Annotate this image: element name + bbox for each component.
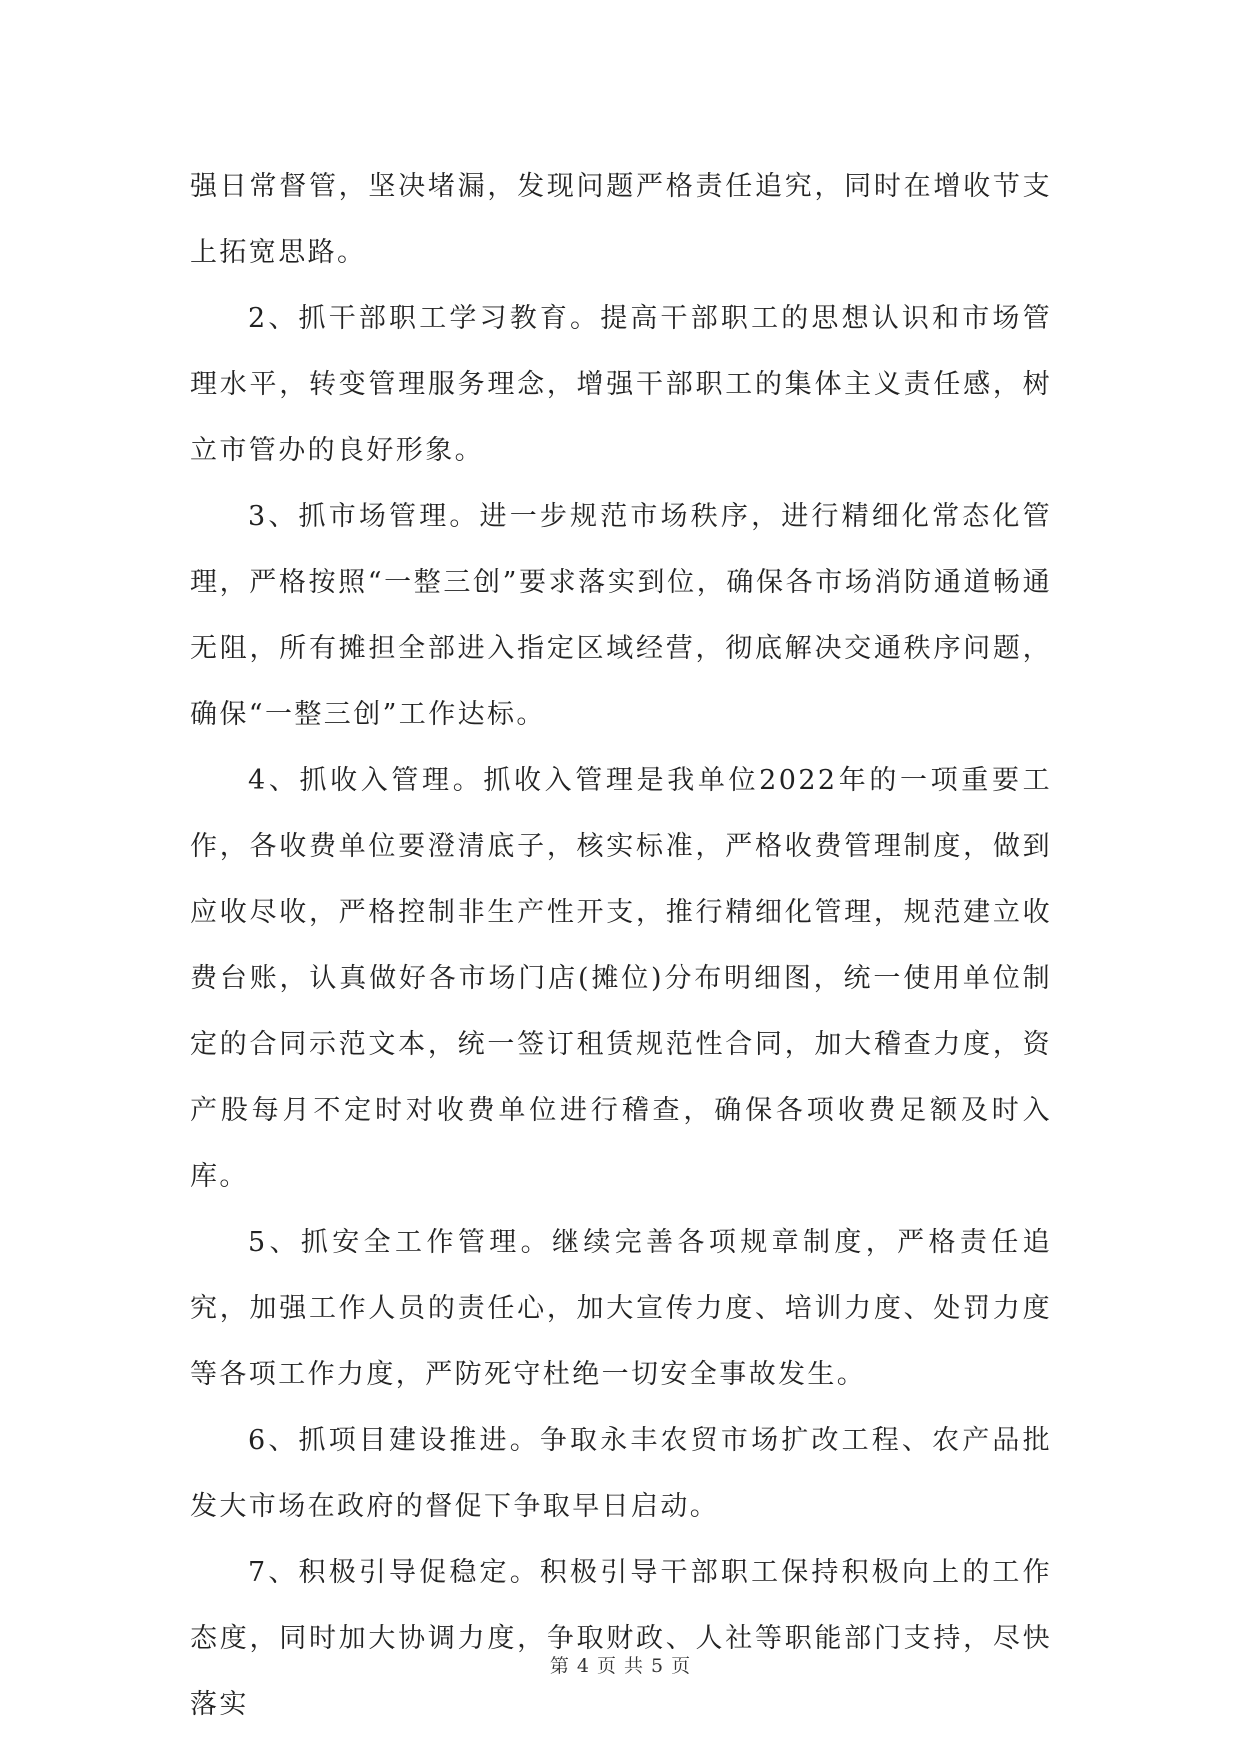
paragraph-7: 7、积极引导促稳定。积极引导干部职工保持积极向上的工作态度，同时加大协调力度，争取财政、人社等职能部门支持，尽快落实 (190, 1557, 1052, 1720)
page-number-label: 第 4 页 共 5 页 (549, 1655, 692, 1677)
paragraph-5: 5、抓安全工作管理。继续完善各项规章制度，严格责任追究，加强工作人员的责任心，加大宣传力度、培训力度、处罚力度等各项工作力度，严防死守杜绝一切安全事故发生。 (190, 1227, 1052, 1390)
paragraph-4: 4、抓收入管理。抓收入管理是我单位2022年的一项重要工作，各收费单位要澄清底子，核实标准，严格收费管理制度，做到应收尽收，严格控制非生产性开支，推行精细化管理，规范建立收费台账，认真做好各市场门店(摊位)分布明细图，统一使用单位制定的合同示范文本，统一签订租赁规范性合同，加大稽查力度，资产股每月不定时对收费单位进行稽查，确保各项收费足额及时入库。 (190, 765, 1052, 1192)
paragraph-1: 强日常督管，坚决堵漏，发现问题严格责任追究，同时在增收节支上拓宽思路。 (190, 171, 1052, 268)
document-body (190, 154, 1052, 1738)
paragraph-2: 2、抓干部职工学习教育。提高干部职工的思想认识和市场管理水平，转变管理服务理念，增强干部职工的集体主义责任感，树立市管办的良好形象。 (190, 303, 1052, 466)
paragraph-3: 3、抓市场管理。进一步规范市场秩序，进行精细化常态化管理，严格按照“一整三创”要求落实到位，确保各市场消防通道畅通无阻，所有摊担全部进入指定区域经营，彻底解决交通秩序问题，确保“一整三创”工作达标。 (190, 501, 1052, 730)
page-footer (0, 1651, 1241, 1678)
paragraph-6: 6、抓项目建设推进。争取永丰农贸市场扩改工程、农产品批发大市场在政府的督促下争取早日启动。 (190, 1425, 1052, 1522)
